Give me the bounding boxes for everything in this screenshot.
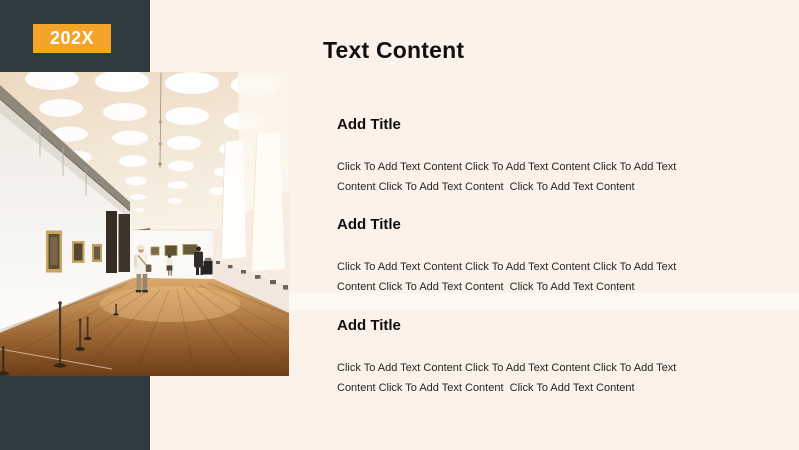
gallery-photo-graphic (0, 72, 289, 376)
section-body-placeholder[interactable]: Click To Add Text Content Click To Add Text Content Click To Add Text Content Click To Add Text Content Click To Add Text Content (337, 362, 680, 394)
year-badge-label: 202X (49, 28, 95, 48)
section-heading[interactable]: Add Title (337, 317, 401, 334)
year-badge[interactable] (33, 24, 111, 53)
section-heading[interactable]: Add Title (337, 116, 401, 133)
content-section-2 (337, 216, 709, 297)
section-body-placeholder[interactable]: Click To Add Text Content Click To Add Text Content Click To Add Text Content Click To Add Text Content Click To Add Text Content (337, 161, 680, 193)
content-section-1 (337, 116, 709, 197)
section-heading[interactable]: Add Title (337, 216, 401, 233)
content-section-3 (337, 317, 709, 398)
page-title[interactable]: Text Content (323, 37, 465, 63)
section-body-placeholder[interactable]: Click To Add Text Content Click To Add Text Content Click To Add Text Content Click To Add Text Content Click To Add Text Content (337, 261, 680, 293)
gallery-photo[interactable] (0, 72, 289, 376)
